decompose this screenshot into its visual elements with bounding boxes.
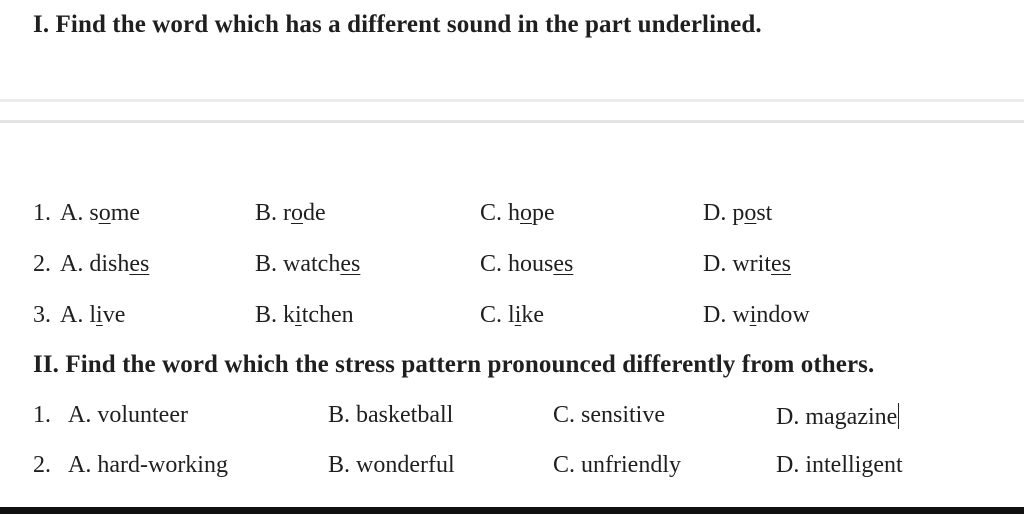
option-c: C. houses (480, 251, 574, 277)
option-d: D. writes (703, 251, 792, 277)
option-b: B. kitchen (255, 302, 354, 328)
option-a: A. dishes (60, 251, 150, 277)
option-d: D. intelligent (776, 452, 903, 478)
cropped-next-heading-edge (0, 507, 1024, 514)
option-a: A. hard-working (68, 452, 228, 478)
option-c: C. like (480, 302, 545, 328)
underlined-part: o (744, 200, 757, 226)
option-d: D. magazine (776, 404, 898, 430)
underlined-part: o (291, 200, 304, 226)
option-b: B. basketball (328, 402, 454, 428)
section-2-heading: II. Find the word which the stress pattern pronounced differently from others. (33, 351, 875, 378)
option-c: C. hope (480, 200, 555, 226)
divider-line (0, 120, 1024, 123)
option-c: C. unfriendly (553, 452, 681, 478)
option-a: A. some (60, 200, 141, 226)
option-c: C. sensitive (553, 402, 666, 428)
question-number: 2. (33, 251, 51, 277)
section-1-heading: I. Find the word which has a different sound in the part underlined. (33, 11, 762, 38)
underlined-part: o (98, 200, 111, 226)
underlined-part: es (129, 251, 150, 277)
option-a: A. live (60, 302, 126, 328)
option-d: D. post (703, 200, 773, 226)
question-number: 3. (33, 302, 51, 328)
question-number: 1. (33, 200, 51, 226)
option-b: B. rode (255, 200, 326, 226)
question-number: 1. (33, 402, 51, 428)
underlined-part: es (771, 251, 792, 277)
underlined-part: es (340, 251, 361, 277)
underlined-part: i (96, 302, 103, 328)
option-d: D. window (703, 302, 810, 328)
underlined-part: i (295, 302, 302, 328)
option-b: B. watches (255, 251, 361, 277)
underlined-part: i (514, 302, 522, 328)
text-cursor (898, 403, 899, 429)
option-b: B. wonderful (328, 452, 455, 478)
option-a: A. volunteer (68, 402, 188, 428)
underlined-part: i (749, 302, 757, 328)
underlined-part: o (520, 200, 533, 226)
divider-line (0, 99, 1024, 102)
question-number: 2. (33, 452, 51, 478)
underlined-part: es (553, 251, 574, 277)
